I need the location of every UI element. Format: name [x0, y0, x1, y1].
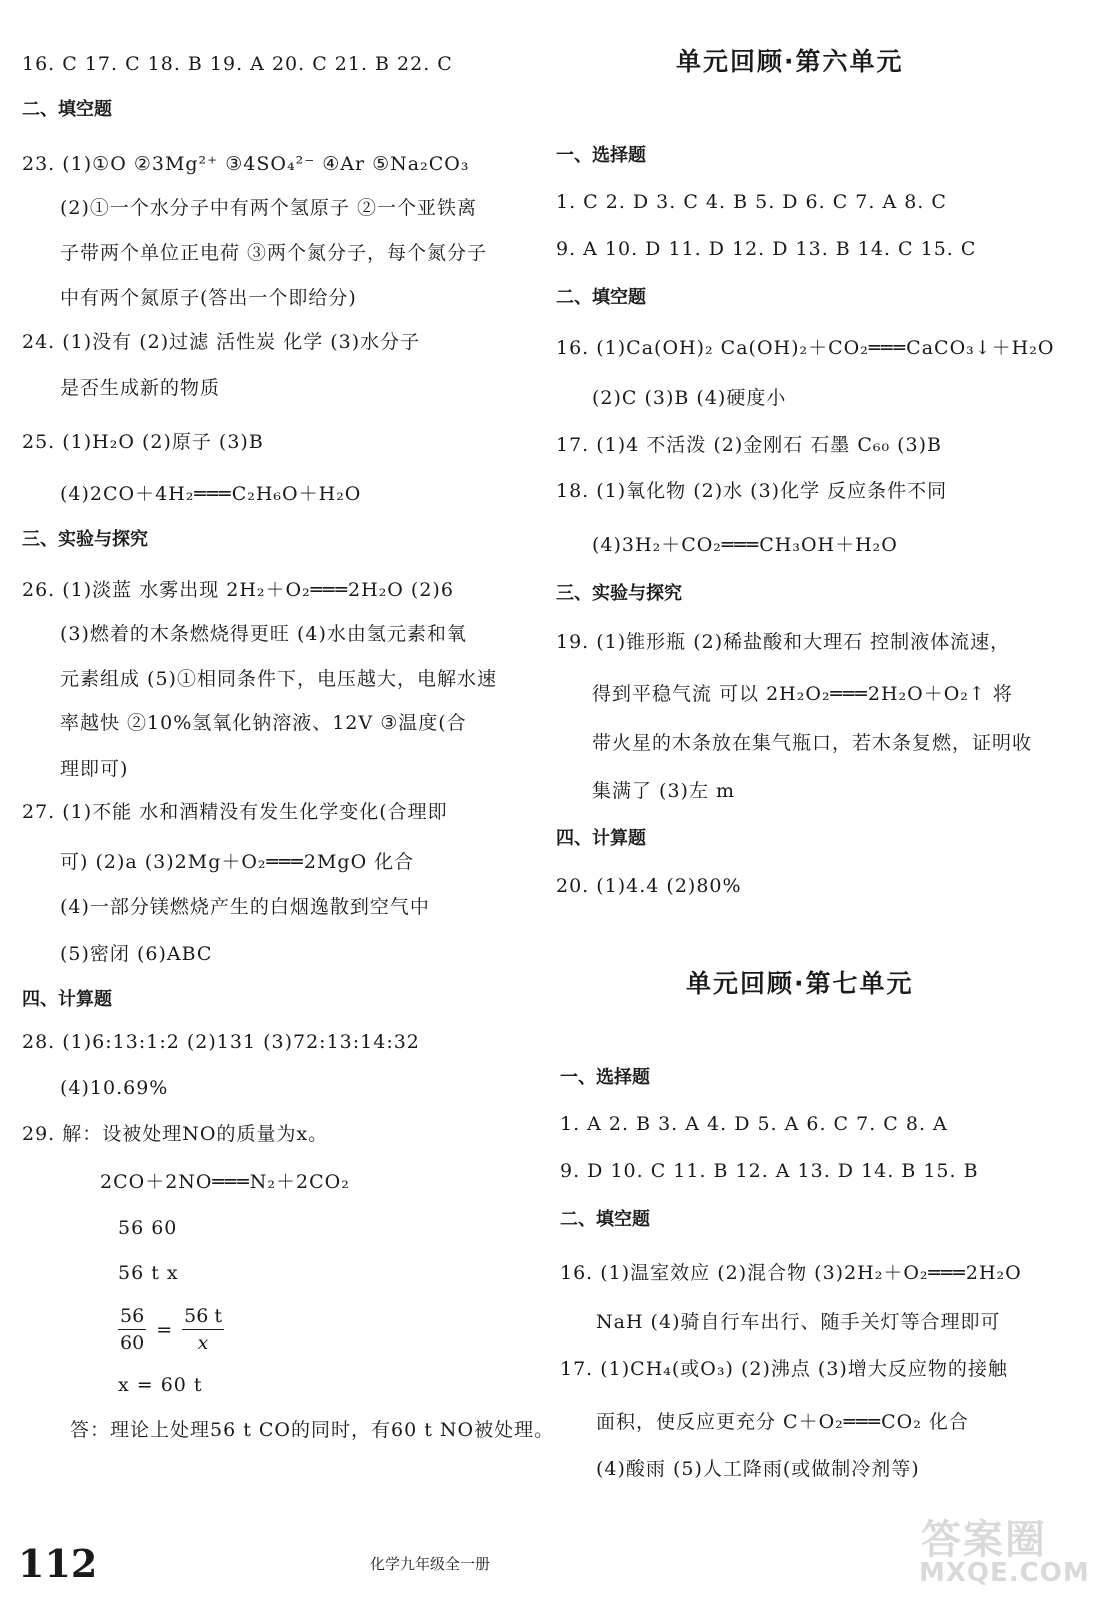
answer-line: 集满了 (3)左 m	[592, 780, 736, 802]
answer-line: 9. D 10. C 11. B 12. A 13. D 14. B 15. B	[560, 1160, 979, 1182]
answer-line: 得到平稳气流 可以 2H₂O₂═══2H₂O＋O₂↑ 将	[592, 683, 1013, 705]
answer-line: 中有两个氮原子(答出一个即给分)	[60, 287, 357, 309]
section-heading: 二、填空题	[560, 1209, 650, 1230]
section-heading: 一、选择题	[560, 1067, 650, 1088]
answer-line: 25. (1)H₂O (2)原子 (3)B	[22, 431, 264, 453]
fraction-left: $\frac{56}{60}$	[120, 1305, 145, 1354]
answer-line: NaH (4)骑自行车出行、随手关灯等合理即可	[596, 1311, 1001, 1333]
equation-line: 2CO＋2NO═══N₂＋2CO₂	[100, 1171, 350, 1193]
answer-line: 18. (1)氧化物 (2)水 (3)化学 反应条件不同	[556, 480, 948, 502]
section-heading: 四、计算题	[22, 989, 112, 1010]
answer-line: 19. (1)锥形瓶 (2)稀盐酸和大理石 控制液体流速，	[556, 631, 1011, 653]
section-heading: 三、实验与探究	[22, 529, 148, 550]
section-heading: 二、填空题	[22, 99, 112, 120]
answer-line: 带火星的木条放在集气瓶口，若木条复燃，证明收	[592, 732, 1033, 754]
answer-line: 子带两个单位正电荷 ③两个氮分子，每个氮分子	[60, 242, 488, 264]
answer-line: (4)酸雨 (5)人工降雨(或做制冷剂等)	[596, 1458, 920, 1480]
section-heading: 二、填空题	[556, 287, 646, 308]
answer-line: (4)一部分镁燃烧产生的白烟逸散到空气中	[60, 896, 430, 918]
answer-line: 率越快 ②10%氢氧化钠溶液、12V ③温度(合	[60, 712, 467, 734]
answer-line: 16. C 17. C 18. B 19. A 20. C 21. B 22. C	[22, 53, 453, 75]
answer-line: 17. (1)4 不活泼 (2)金刚石 石墨 C₆₀ (3)B	[556, 434, 943, 456]
section-heading: 四、计算题	[556, 828, 646, 849]
answer-line: 元素组成 (5)①相同条件下，电压越大，电解水速	[60, 668, 497, 690]
answer-line: 23. (1)①O ②3Mg²⁺ ③4SO₄²⁻ ④Ar ⑤Na₂CO₃	[22, 153, 470, 175]
answer-line: 1. A 2. B 3. A 4. D 5. A 6. C 7. C 8. A	[560, 1113, 948, 1135]
answer-line: 16. (1)温室效应 (2)混合物 (3)2H₂＋O₂═══2H₂O	[560, 1262, 1022, 1284]
answer-line: (2)①一个水分子中有两个氢原子 ②一个亚铁离	[60, 197, 477, 219]
answer-line: 17. (1)CH₄(或O₃) (2)沸点 (3)增大反应物的接触	[560, 1358, 1008, 1380]
book-title-footer: 化学九年级全一册	[370, 1555, 491, 1573]
answer-line: 1. C 2. D 3. C 4. B 5. D 6. C 7. A 8. C	[556, 191, 947, 213]
mass-ratio-line: 56 60	[118, 1217, 178, 1239]
answer-line: (5)密闭 (6)ABC	[60, 943, 213, 965]
fraction-right: $\frac{56 t}{x}$	[184, 1305, 222, 1354]
answer-line: (4)10.69%	[60, 1077, 169, 1099]
section-heading: 三、实验与探究	[556, 583, 682, 604]
answer-line: 9. A 10. D 11. D 12. D 13. B 14. C 15. C	[556, 238, 977, 260]
answer-line: 26. (1)淡蓝 水雾出现 2H₂＋O₂═══2H₂O (2)6	[22, 579, 454, 601]
answer-line: 可) (2)a (3)2Mg＋O₂═══2MgO 化合	[60, 851, 415, 873]
answer-line: 理即可)	[60, 758, 129, 780]
answer-line: 29. 解：设被处理NO的质量为x。	[22, 1123, 329, 1145]
unit-title: 单元回顾·第六单元	[676, 47, 904, 76]
answer-line: (2)C (3)B (4)硬度小	[592, 387, 787, 409]
unit-title: 单元回顾·第七单元	[686, 969, 914, 998]
mass-line: 56 t x	[118, 1262, 179, 1284]
answer-line: 28. (1)6:13:1:2 (2)131 (3)72:13:14:32	[22, 1031, 420, 1053]
answer-statement: 答：理论上处理56 t CO的同时，有60 t NO被处理。	[70, 1419, 555, 1441]
result-line: x = 60 t	[118, 1374, 203, 1396]
section-heading: 一、选择题	[556, 145, 646, 166]
answer-line: (4)3H₂＋CO₂═══CH₃OH＋H₂O	[592, 534, 898, 556]
page-number: 112	[18, 1541, 98, 1586]
equals-sign: =	[156, 1318, 173, 1341]
answer-line: (4)2CO＋4H₂═══C₂H₆O＋H₂O	[60, 483, 362, 505]
answer-line: 20. (1)4.4 (2)80%	[556, 875, 742, 897]
answer-line: 是否生成新的物质	[60, 377, 221, 399]
answer-line: 27. (1)不能 水和酒精没有发生化学变化(合理即	[22, 801, 448, 823]
answer-line: 16. (1)Ca(OH)₂ Ca(OH)₂＋CO₂═══CaCO₃↓＋H₂O	[556, 337, 1055, 359]
watermark-logo: 答案圈 MXQE.COM	[919, 1517, 1090, 1588]
answer-line: (3)燃着的木条燃烧得更旺 (4)水由氢元素和氧	[60, 623, 467, 645]
answer-line: 24. (1)没有 (2)过滤 活性炭 化学 (3)水分子	[22, 331, 421, 353]
proportion-fraction	[118, 1303, 224, 1356]
answer-line: 面积，使反应更充分 C＋O₂═══CO₂ 化合	[596, 1411, 969, 1433]
